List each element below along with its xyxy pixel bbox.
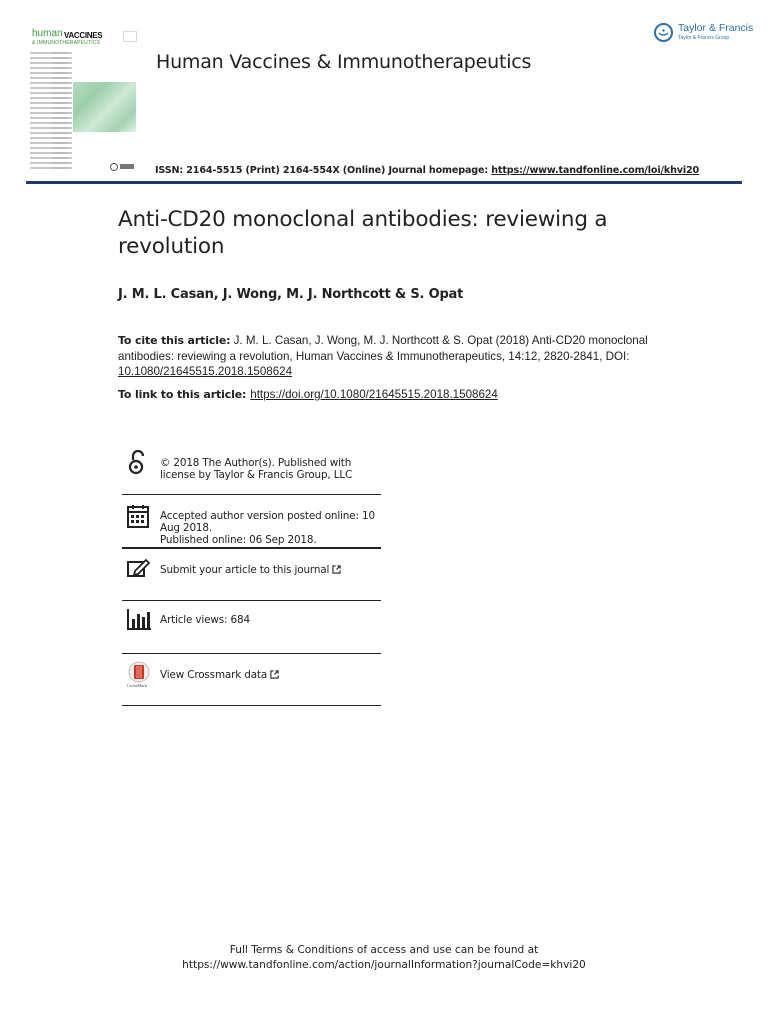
publisher-name: Taylor & Francis bbox=[678, 22, 754, 34]
issn-line bbox=[155, 165, 699, 176]
header-divider bbox=[26, 181, 742, 184]
article-doi-url-link[interactable]: https://doi.org/10.1080/21645515.2018.1508624 bbox=[250, 388, 498, 401]
info-divider-1 bbox=[122, 494, 381, 495]
bar-chart-icon bbox=[125, 606, 153, 634]
cover-contents-lines-2 bbox=[52, 52, 68, 172]
journal-cover-thumbnail bbox=[30, 28, 138, 174]
published-date-text: Published online: 06 Sep 2018. bbox=[160, 534, 317, 546]
link-label: To link to this article: bbox=[118, 388, 247, 401]
edit-pencil-icon bbox=[125, 556, 153, 584]
article-views-text: Article views: 684 bbox=[160, 614, 250, 626]
issn-text: ISSN: 2164-5515 (Print) 2164-554X (Online) Journal homepage: bbox=[155, 165, 492, 176]
journal-title[interactable]: Human Vaccines & Immunotherapeutics bbox=[156, 51, 532, 73]
article-authors: J. M. L. Casan, J. Wong, M. J. Northcott & S. Opat bbox=[118, 287, 464, 302]
cover-corner-box bbox=[123, 31, 137, 42]
info-divider-4 bbox=[122, 653, 381, 654]
accepted-date-text: Accepted author version posted online: 10 Aug 2018. bbox=[160, 510, 375, 534]
cover-logo-human: human bbox=[32, 28, 63, 39]
footer-line-1: Full Terms & Conditions of access and use can be found at bbox=[229, 944, 539, 956]
journal-homepage-link[interactable]: https://www.tandfonline.com/loi/khvi20 bbox=[491, 165, 700, 176]
open-access-icon bbox=[125, 449, 153, 477]
terms-footer bbox=[0, 943, 768, 972]
footer-terms-link[interactable]: https://www.tandfonline.com/action/journalInformation?journalCode=khvi20 bbox=[182, 958, 586, 971]
doi-link[interactable]: 10.1080/21645515.2018.1508624 bbox=[118, 365, 293, 378]
submit-article-link[interactable] bbox=[160, 564, 382, 576]
citation-block bbox=[118, 333, 648, 380]
article-link-line bbox=[118, 388, 498, 401]
submit-article-label: Submit your article to this journal bbox=[160, 564, 330, 576]
external-link-icon bbox=[332, 565, 341, 574]
info-divider-2 bbox=[122, 547, 381, 549]
crossmark-icon bbox=[125, 661, 153, 691]
cover-logo-immuno: & IMMUNOTHERAPEUTICS bbox=[32, 40, 101, 46]
license-text: © 2018 The Author(s). Published with license by Taylor & Francis Group, LLC bbox=[160, 457, 353, 481]
crossmark-link[interactable] bbox=[160, 669, 382, 681]
publisher-logo[interactable] bbox=[654, 22, 754, 48]
cite-text: J. M. L. Casan, J. Wong, M. J. Northcott & S. Opat (2018) Anti-CD20 monoclonal antibodies: reviewing a revolution, Human Vaccines & Immunotherapeutics, 14:12, 2820-2841, DOI: bbox=[118, 334, 648, 363]
cite-label: To cite this article: bbox=[118, 334, 231, 347]
publisher-small-logo-icon bbox=[110, 163, 118, 171]
publisher-small-logo-text bbox=[120, 164, 134, 169]
article-title: Anti-CD20 monoclonal antibodies: reviewing a revolution bbox=[118, 207, 608, 259]
cover-image bbox=[73, 82, 136, 132]
publisher-emblem-icon bbox=[654, 23, 673, 42]
external-link-icon bbox=[270, 670, 279, 679]
crossmark-label: View Crossmark data bbox=[160, 669, 268, 681]
info-divider-3 bbox=[122, 600, 381, 601]
publisher-subname: Taylor & Francis Group bbox=[678, 35, 730, 41]
crossmark-caption: CrossMark bbox=[127, 683, 147, 688]
calendar-icon bbox=[125, 503, 153, 531]
info-divider-5 bbox=[122, 705, 381, 706]
cover-logo-vaccines: VACCINES bbox=[64, 31, 103, 40]
